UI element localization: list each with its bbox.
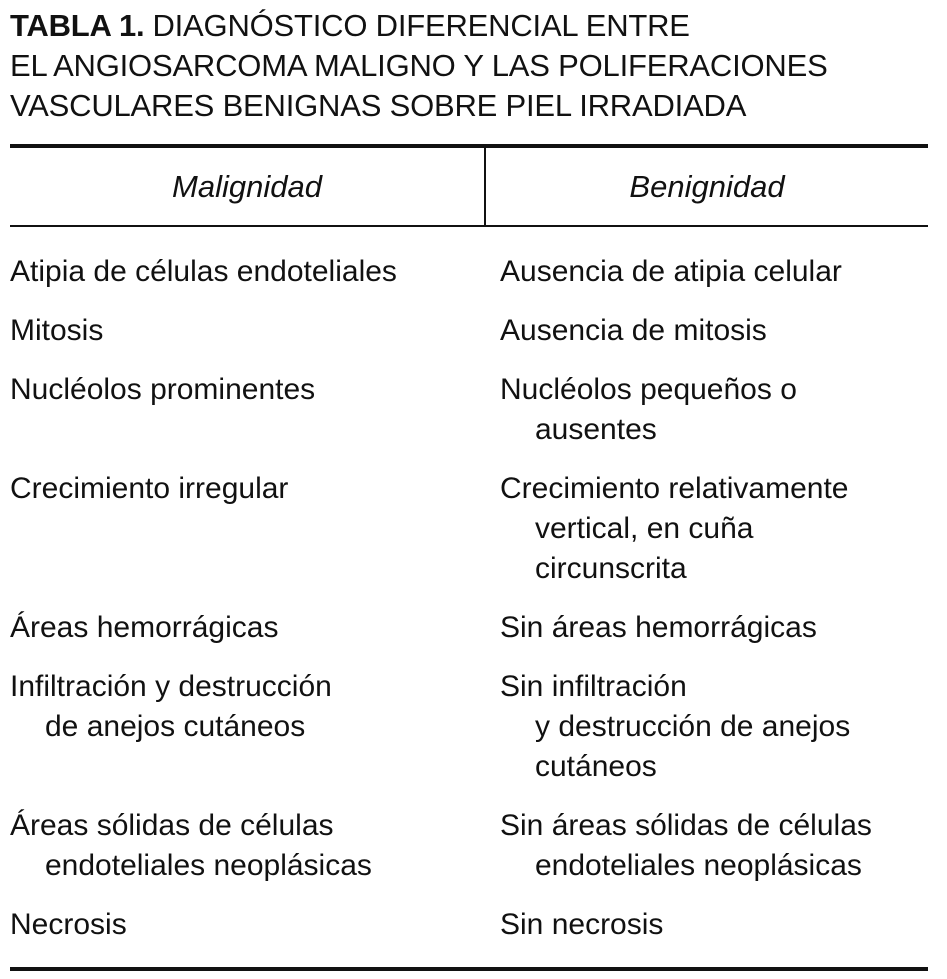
cell-benignidad xyxy=(500,370,940,450)
cell-benignidad xyxy=(500,469,940,589)
cell-malignidad xyxy=(10,469,500,589)
cell-line: Crecimiento irregular xyxy=(10,472,289,505)
cell-benignidad xyxy=(500,608,940,648)
cell-line: Crecimiento relativamente xyxy=(500,472,849,505)
cell-line: Sin infiltración xyxy=(500,670,687,703)
title-line-2: EL ANGIOSARCOMA MALIGNO Y LAS POLIFERACIONES xyxy=(10,48,828,83)
document-page xyxy=(10,6,928,941)
table-header xyxy=(10,148,928,226)
cell-benignidad xyxy=(500,311,940,351)
cell-benignidad xyxy=(500,252,940,292)
cell-line: Áreas hemorrágicas xyxy=(10,611,279,644)
cell-line: de anejos cutáneos xyxy=(45,710,306,743)
table-row xyxy=(10,806,947,886)
cell-line: Sin áreas hemorrágicas xyxy=(500,611,817,644)
cell-malignidad xyxy=(10,667,500,787)
cell-malignidad xyxy=(10,905,500,945)
cell-line: Nucléolos pequeños o xyxy=(500,373,797,406)
cell-malignidad xyxy=(10,311,500,351)
cell-line: Nucléolos prominentes xyxy=(10,373,316,406)
table-label: TABLA 1. xyxy=(10,8,145,43)
cell-benignidad xyxy=(500,806,940,886)
table-title xyxy=(10,6,928,126)
table-row xyxy=(10,252,947,292)
cell-benignidad xyxy=(500,905,940,945)
cell-malignidad xyxy=(10,608,500,648)
cell-line: endoteliales neoplásicas xyxy=(535,849,862,882)
cell-line: Sin necrosis xyxy=(500,908,664,941)
cell-benignidad xyxy=(500,667,940,787)
cell-line: y destrucción de anejos xyxy=(535,710,851,743)
cell-line: Sin áreas sólidas de células xyxy=(500,809,872,842)
cell-line: Necrosis xyxy=(10,908,127,941)
cell-line: vertical, en cuña xyxy=(535,512,754,545)
table-row xyxy=(10,370,947,450)
title-text-1: DIAGNÓSTICO DIFERENCIAL ENTRE xyxy=(152,8,690,43)
header-benignidad: Benignidad xyxy=(629,169,785,204)
cell-line: endoteliales neoplásicas xyxy=(45,849,372,882)
table-bottom-rule xyxy=(10,967,928,971)
cell-malignidad xyxy=(10,806,500,886)
cell-line: Infiltración y destrucción xyxy=(10,670,332,703)
cell-line: Ausencia de mitosis xyxy=(500,314,767,347)
title-line-3: VASCULARES BENIGNAS SOBRE PIEL IRRADIADA xyxy=(10,88,747,123)
cell-line: ausentes xyxy=(535,413,657,446)
table-row xyxy=(10,905,947,945)
table-body xyxy=(10,252,947,964)
header-malignidad: Malignidad xyxy=(10,148,486,226)
cell-line: Ausencia de atipia celular xyxy=(500,255,842,288)
cell-line: cutáneos xyxy=(535,750,657,783)
table-row xyxy=(10,667,947,787)
cell-malignidad xyxy=(10,370,500,450)
cell-line: circunscrita xyxy=(535,552,687,585)
table-row xyxy=(10,311,947,351)
header-divider-rule xyxy=(10,225,928,227)
cell-malignidad xyxy=(10,252,500,292)
title-line-1 xyxy=(10,6,928,46)
cell-line: Áreas sólidas de células xyxy=(10,809,334,842)
cell-line: Atipia de células endoteliales xyxy=(10,255,397,288)
cell-line: Mitosis xyxy=(10,314,104,347)
table-row xyxy=(10,469,947,589)
table-row xyxy=(10,608,947,648)
